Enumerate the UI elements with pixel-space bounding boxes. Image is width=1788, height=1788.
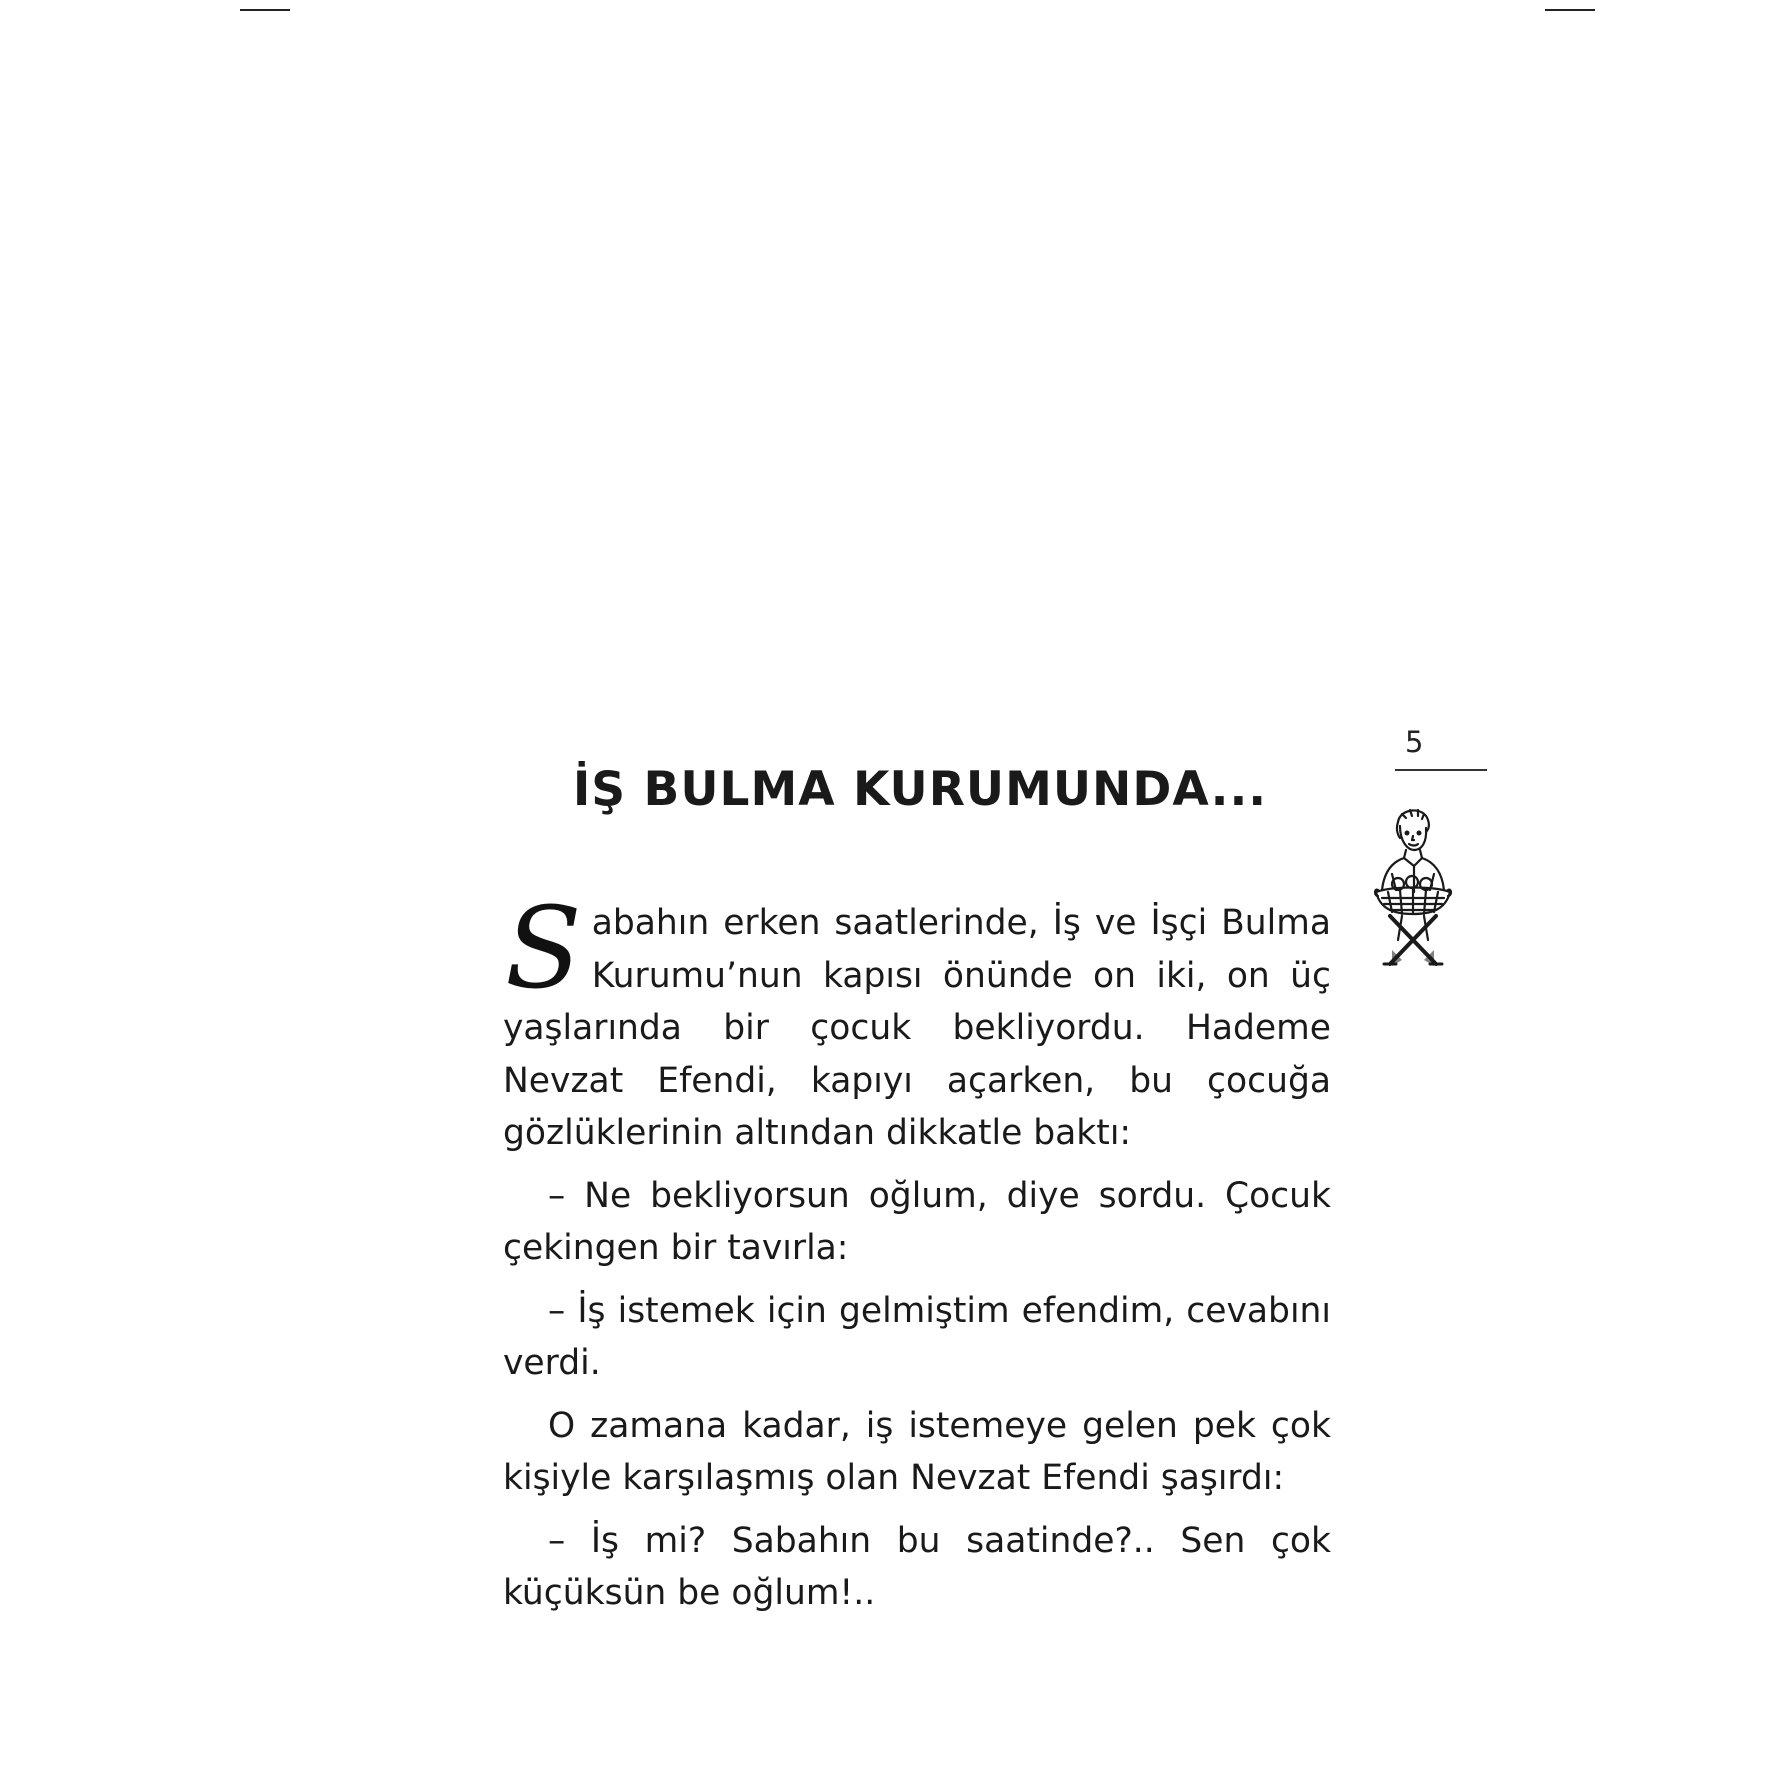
paragraph: – İş istemek için gelmiştim efendim, cevabını verdi. (503, 1290, 1331, 1383)
boy-with-basket-icon (1362, 800, 1462, 970)
crop-mark-left (240, 9, 290, 11)
paragraph: – Ne bekliyorsun oğlum, diye sordu. Çocuk çekingen bir tavırla: (503, 1175, 1331, 1268)
paragraph: – İş mi? Sabahın bu saatinde?.. Sen çok küçüksün be oğlum!.. (503, 1520, 1331, 1613)
drop-cap: S (505, 884, 582, 1014)
body-text (503, 884, 1331, 1630)
paragraph: O zamana kadar, iş istemeye gelen pek çok kişiyle karşılaşmış olan Nevzat Efendi şaşırdı: (503, 1405, 1331, 1498)
paragraph-text: abahın erken saatlerinde, İş ve İşçi Bulma Kurumu’nun kapısı önünde on iki, on üç yaşlarında bir çocuk bekliyordu. Hademe Nevzat Efendi, kapıyı açarken, bu çocuğa gözlüklerinin altından dikkatle baktı: (503, 903, 1331, 1153)
crop-mark-right (1545, 9, 1595, 11)
chapter-title: İŞ BULMA KURUMUNDA... (572, 762, 1268, 817)
paragraph (503, 884, 1331, 1160)
page-number: 5 (1395, 725, 1487, 771)
